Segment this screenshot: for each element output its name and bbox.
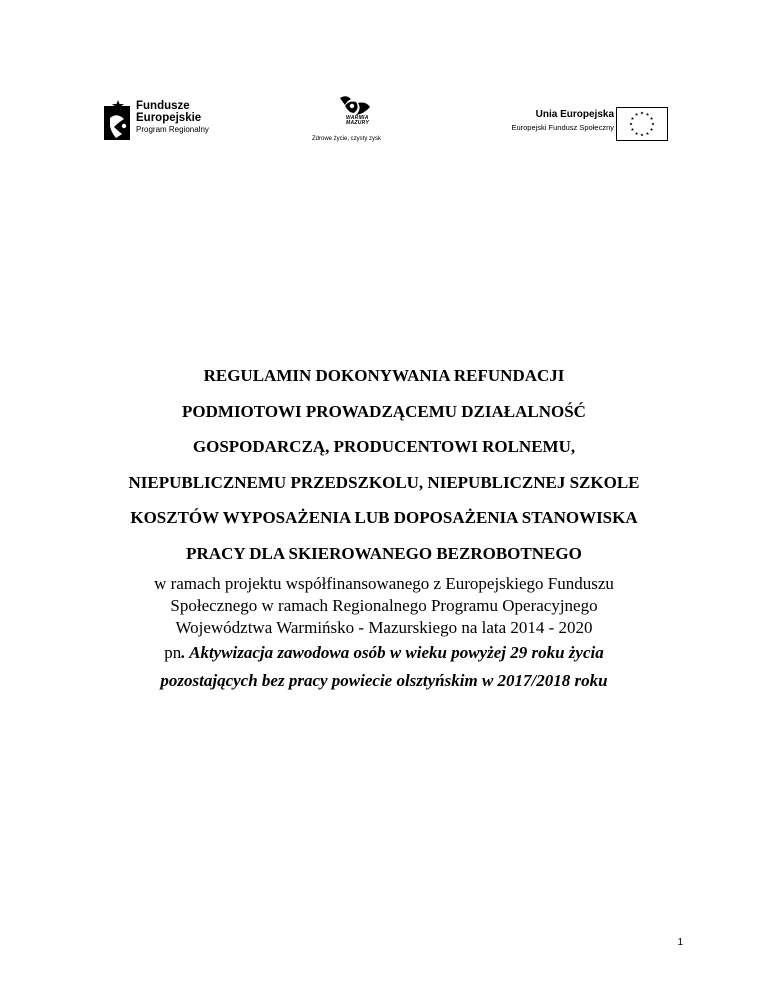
title-line-2: PODMIOTOWI PROWADZĄCEMU DZIAŁALNOŚĆ xyxy=(182,401,586,421)
unia-europejska-label: Unia Europejska xyxy=(535,109,614,120)
mazury-label: MAZURY xyxy=(346,120,370,127)
pn-prefix: pn xyxy=(164,643,182,662)
eu-flag-icon xyxy=(616,107,668,141)
project-name-part-1: . Aktywizacja zawodowa osób w wieku powyżej 29 roku życia xyxy=(181,643,604,662)
description-line-2: Społecznego w ramach Regionalnego Programu Operacyjnego xyxy=(170,596,598,615)
title-line-6: PRACY DLA SKIEROWANEGO BEZROBOTNEGO xyxy=(186,543,582,563)
logo-bar xyxy=(0,95,768,155)
warmia-mazury-swirl-icon xyxy=(336,95,372,117)
fundusze-europejskie-logo xyxy=(104,100,244,144)
program-regionalny-label: Program Regionalny xyxy=(136,125,209,135)
title-line-3: GOSPODARCZĄ, PRODUCENTOWI ROLNEMU, xyxy=(192,437,576,456)
document-title xyxy=(0,358,768,571)
description-line-3: Województwa Warmińsko - Mazurskiego na lata 2014 - 2020 xyxy=(175,618,593,637)
title-line-5: KOSZTÓW WYPOSAŻENIA LUB DOPOSAŻENIA STANOWISKA xyxy=(130,508,638,527)
project-name-line-2: pozostających bez pracy powiecie olsztyńskim w 2017/2018 roku xyxy=(160,671,608,690)
unia-europejska-logo xyxy=(500,107,670,141)
project-name-line-1 xyxy=(0,639,768,667)
title-line-1: REGULAMIN DOKONYWANIA REFUNDACJI xyxy=(203,366,565,385)
page-number: 1 xyxy=(677,937,683,948)
unia-europejska-text xyxy=(511,109,614,132)
fundusze-label: Fundusze xyxy=(136,100,190,112)
fundusze-europejskie-emblem-icon xyxy=(104,100,132,144)
project-description xyxy=(0,573,768,695)
europejskie-label: Europejskie xyxy=(136,112,202,125)
warmia-label: WARMIA xyxy=(346,115,369,121)
efs-label: Europejski Fundusz Społeczny xyxy=(511,123,614,132)
title-line-4: NIEPUBLICZNEMU PRZEDSZKOLU, NIEPUBLICZNEJ SZKOLE xyxy=(128,472,640,492)
warmia-mazury-slogan: Zdrowe życie, czysty zysk xyxy=(312,136,382,142)
fundusze-europejskie-text xyxy=(136,100,209,135)
warmia-mazury-name xyxy=(346,116,386,127)
warmia-mazury-logo xyxy=(310,95,410,150)
description-line-1: w ramach projektu współfinansowanego z Europejskiego Funduszu xyxy=(154,574,614,593)
